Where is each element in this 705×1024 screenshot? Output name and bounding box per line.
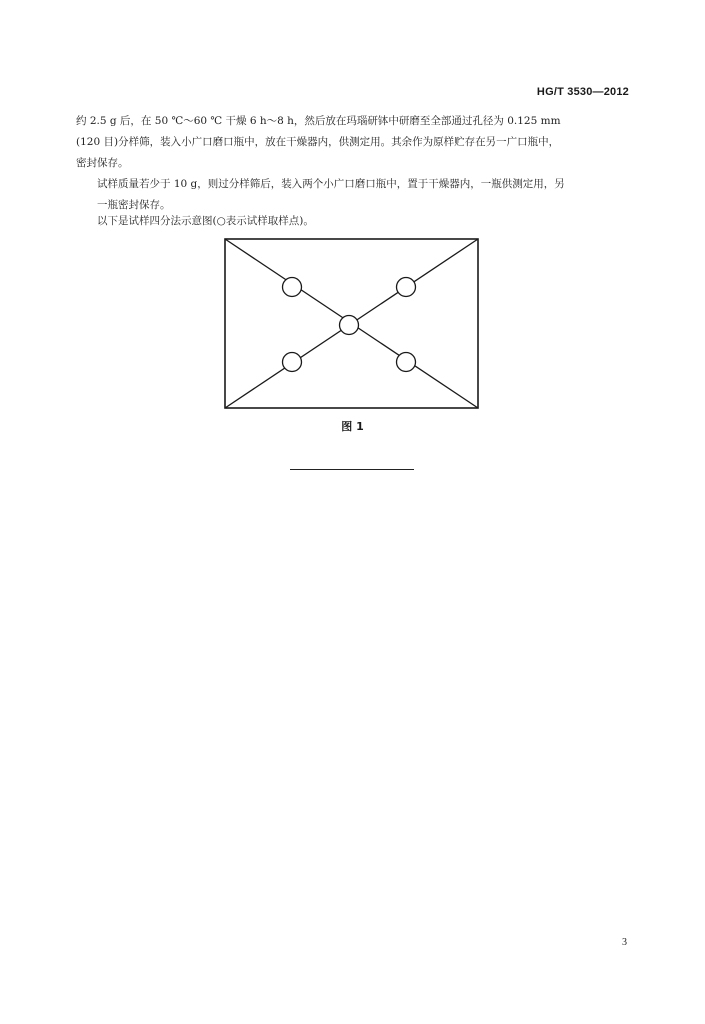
- paragraph-figure-intro: 以下是试样四分法示意图(○表示试样取样点)。: [97, 215, 314, 227]
- sample-point: [283, 353, 302, 372]
- end-of-standard-rule: [290, 469, 414, 470]
- sample-point: [283, 278, 302, 297]
- paragraph-line: 密封保存。: [76, 157, 129, 169]
- paragraph-small-sample: [76, 174, 632, 216]
- paragraph-line: 约 2.5 g 后，在 50 ℃～60 ℃ 干燥 6 h～8 h，然后放在玛瑙研钵中研磨至全部通过孔径为 0.125 mm: [76, 115, 561, 127]
- page-number: 3: [622, 937, 627, 948]
- sample-point: [340, 316, 359, 335]
- sample-point: [397, 353, 416, 372]
- paragraph-line: 一瓶密封保存。: [97, 199, 171, 211]
- sample-point: [397, 278, 416, 297]
- paragraph-line: (120 目)分样筛，装入小广口磨口瓶中，放在干燥器内，供测定用。其余作为原样贮存在另一广口瓶中，: [76, 136, 560, 148]
- standard-code: HG/T 3530—2012: [536, 86, 629, 98]
- paragraph-sample-preparation: [76, 111, 632, 174]
- figure-caption: 图 1: [341, 420, 364, 433]
- quartering-diagram: [224, 238, 480, 410]
- paragraph-line: 试样质量若少于 10 g，则过分样筛后，装入两个小广口磨口瓶中，置于干燥器内，一瓶供测定用，另: [97, 178, 565, 190]
